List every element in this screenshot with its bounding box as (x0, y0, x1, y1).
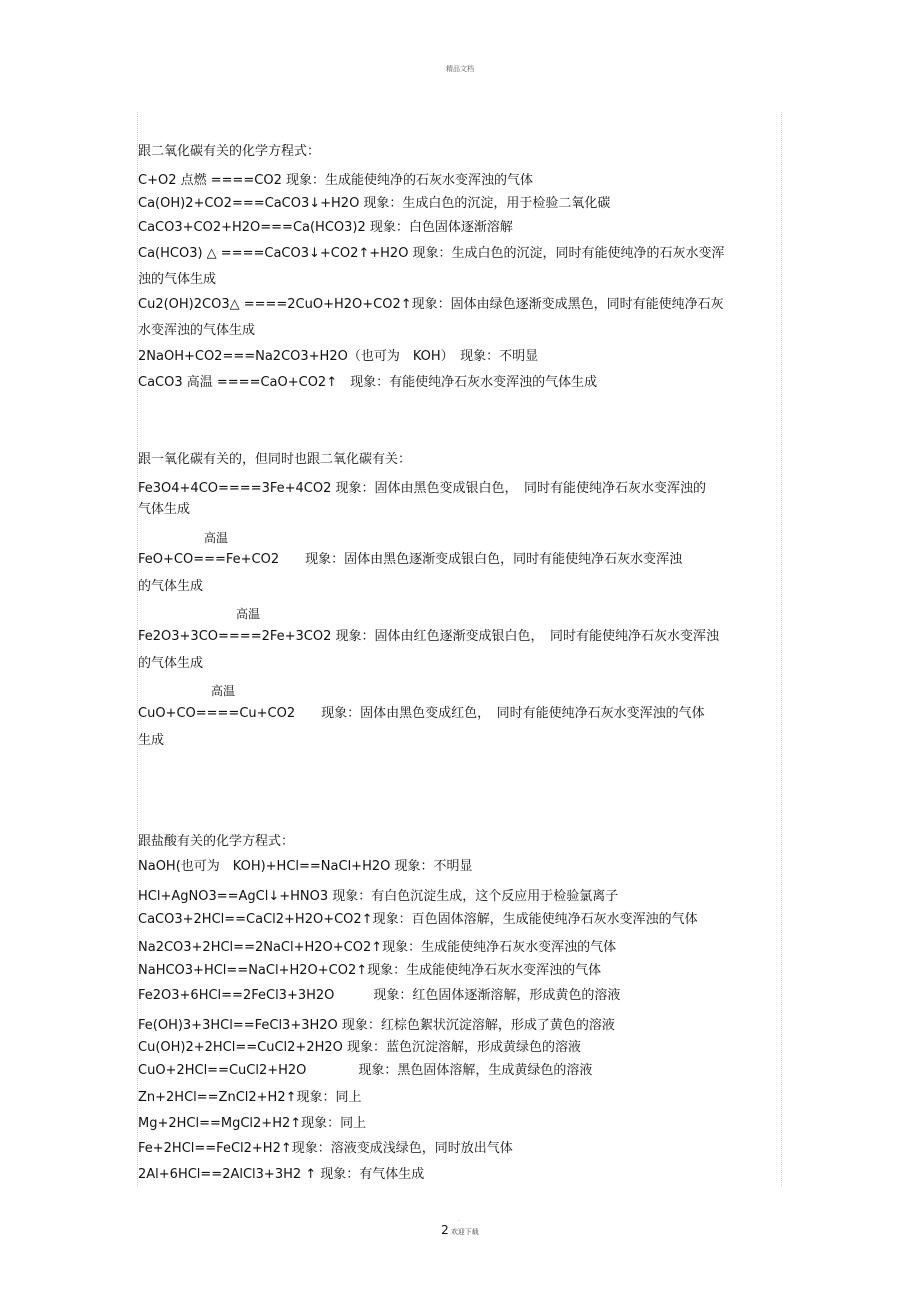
equation-line: 2NaOH+CO2===Na2CO3+H2O（也可为 KOH） 现象：不明显 (138, 349, 539, 364)
equation-line: Fe2O3+3CO====2Fe+3CO2 现象：固体由红色逐渐变成银白色， 同时有能使纯净石灰水变浑浊 (138, 629, 719, 644)
equation-line: CaCO3+2HCl==CaCl2+H2O+CO2↑现象：百色固体溶解，生成能使纯净石灰水变浑浊的气体 (138, 912, 698, 927)
equation-line: Ca(HCO3) △ ====CaCO3↓+CO2↑+H2O 现象：生成白色的沉淀，同时有能使纯净的石灰水变浑 (138, 246, 725, 261)
equation-line: NaHCO3+HCl==NaCl+H2O+CO2↑现象：生成能使纯净石灰水变浑浊的气体 (138, 963, 602, 978)
right-margin-guide (781, 112, 782, 1187)
equation-line: HCl+AgNO3==AgCl↓+HNO3 现象：有白色沉淀生成，这个反应用于检验氯离子 (138, 889, 619, 904)
equation-line-continued: 浊的气体生成 (138, 272, 217, 287)
equation-line-continued: 水变浑浊的气体生成 (138, 323, 256, 338)
equation-line: NaOH(也可为 KOH)+HCl==NaCl+H2O 现象：不明显 (138, 859, 473, 874)
equation-line: CuO+2HCl==CuCl2+H2O 现象：黑色固体溶解，生成黄绿色的溶液 (138, 1063, 593, 1078)
equation-line: Cu(OH)2+2HCl==CuCl2+2H2O 现象：蓝色沉淀溶解，形成黄绿色的溶液 (138, 1040, 582, 1055)
equation-line: Fe+2HCl==FeCl2+H2↑现象：溶液变成浅绿色，同时放出气体 (138, 1141, 513, 1156)
equation-line: Mg+2HCl==MgCl2+H2↑现象：同上 (138, 1116, 367, 1131)
footer-caption: 欢迎下载 (450, 1228, 479, 1236)
reaction-condition: 高温 (204, 531, 229, 545)
reaction-condition: 高温 (236, 607, 261, 621)
equation-line: CaCO3 高温 ====CaO+CO2↑ 现象：有能使纯净石灰水变浑浊的气体生成 (138, 375, 598, 390)
equation-line: Zn+2HCl==ZnCl2+H2↑现象：同上 (138, 1090, 362, 1105)
equation-line: Fe3O4+4CO====3Fe+4CO2 现象：固体由黑色变成银白色， 同时有能使纯净石灰水变浑浊的 (138, 481, 706, 496)
page-footer (0, 1223, 920, 1237)
equation-line: CuO+CO====Cu+CO2 现象：固体由黑色变成红色， 同时有能使纯净石灰水变浑浊的气体 (138, 706, 705, 721)
section-heading-co: 跟一氧化碳有关的，但同时也跟二氧化碳有关： (138, 452, 412, 467)
equation-line: C+O2 点燃 ====CO2 现象：生成能使纯净的石灰水变浑浊的气体 (138, 173, 534, 188)
footer-dot: . (458, 1216, 460, 1223)
equation-line: 2Al+6HCl==2AlCl3+3H2 ↑ 现象：有气体生成 (138, 1167, 425, 1182)
equation-line: Na2CO3+2HCl==2NaCl+H2O+CO2↑现象：生成能使纯净石灰水变浑浊的气体 (138, 940, 617, 955)
equation-line: Ca(OH)2+CO2===CaCO3↓+H2O 现象：生成白色的沉淀，用于检验二氧化碳 (138, 196, 611, 211)
equation-line-continued: 的气体生成 (138, 656, 204, 671)
reaction-condition: 高温 (211, 684, 236, 698)
equation-line-continued: 的气体生成 (138, 579, 204, 594)
page-header: 精品文档 (446, 65, 474, 73)
equation-line: FeO+CO===Fe+CO2 现象：固体由黑色逐渐变成银白色，同时有能使纯净石灰水变浑浊 (138, 552, 683, 567)
equation-line-continued: 生成 (138, 733, 165, 748)
equation-line: Fe(OH)3+3HCl==FeCl3+3H2O 现象：红棕色絮状沉淀溶解，形成了黄色的溶液 (138, 1018, 615, 1033)
section-heading-hcl: 跟盐酸有关的化学方程式： (138, 834, 295, 849)
page-number: 2 (441, 1223, 449, 1237)
equation-line: Fe2O3+6HCl==2FeCl3+3H2O 现象：红色固体逐渐溶解，形成黄色的溶液 (138, 988, 621, 1003)
section-heading-co2: 跟二氧化碳有关的化学方程式： (138, 144, 321, 159)
equation-line: Cu2(OH)2CO3△ ====2CuO+H2O+CO2↑现象：固体由绿色逐渐变成黑色，同时有能使纯净石灰 (138, 297, 724, 312)
equation-line-continued: 气体生成 (138, 502, 191, 517)
equation-line: CaCO3+CO2+H2O===Ca(HCO3)2 现象：白色固体逐渐溶解 (138, 220, 513, 235)
